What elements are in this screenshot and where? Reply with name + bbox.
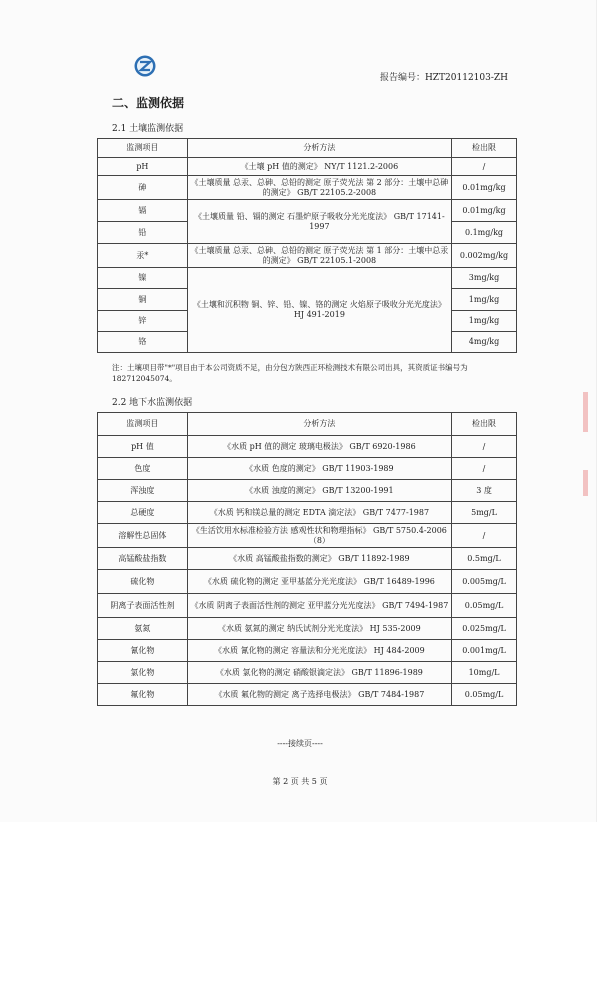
groundwater-basis-table: [97, 412, 517, 706]
limit-cell: 0.002mg/kg: [452, 244, 517, 268]
limit-cell: 0.025mg/L: [452, 618, 517, 640]
method-cell: 《土壤质量 总汞、总砷、总铅的测定 原子荧光法 第 1 部分：土壤中总汞的测定》 GB/T 22105.1-2008: [187, 244, 451, 268]
limit-cell: 10mg/L: [452, 662, 517, 684]
limit-cell: 4mg/kg: [452, 332, 517, 353]
item-cell: 氨氮: [98, 618, 188, 640]
table-row: [98, 268, 517, 289]
column-header: 分析方法: [187, 139, 451, 158]
page-number: 第 2 页 共 5 页: [272, 777, 328, 786]
table-row: [98, 524, 517, 548]
method-cell: 《水质 高锰酸盐指数的测定》 GB/T 11892-1989: [187, 548, 451, 570]
method-cell: 《土壤质量 总汞、总砷、总铅的测定 原子荧光法 第 2 部分：土壤中总砷的测定》 GB/T 22105.2-2008: [187, 176, 451, 200]
limit-cell: 3mg/kg: [452, 268, 517, 289]
limit-cell: 0.01mg/kg: [452, 176, 517, 200]
table-row: [98, 570, 517, 594]
method-cell: 《水质 浊度的测定》 GB/T 13200-1991: [187, 480, 451, 502]
item-cell: 镍: [98, 268, 188, 289]
table-row: [98, 618, 517, 640]
table-row: [98, 480, 517, 502]
limit-cell: 1mg/kg: [452, 289, 517, 311]
limit-cell: 0.01mg/kg: [452, 200, 517, 222]
continued-marker: ----接续页----: [277, 739, 323, 748]
item-cell: 铜: [98, 289, 188, 311]
column-header: 监测项目: [98, 139, 188, 158]
method-cell: 《水质 硫化物的测定 亚甲基蓝分光光度法》 GB/T 16489-1996: [187, 570, 451, 594]
method-cell: 《土壤 pH 值的测定》 NY/T 1121.2-2006: [187, 158, 451, 176]
item-cell: 浑浊度: [98, 480, 188, 502]
seal-stamp-edge: [583, 470, 588, 496]
limit-cell: 0.5mg/L: [452, 548, 517, 570]
table-header-row: [98, 413, 517, 436]
table-row: [98, 502, 517, 524]
limit-cell: /: [452, 436, 517, 458]
table-row: [98, 458, 517, 480]
item-cell: 氟化物: [98, 684, 188, 706]
method-cell: 《水质 钙和镁总量的测定 EDTA 滴定法》 GB/T 7477-1987: [187, 502, 451, 524]
table-row: [98, 594, 517, 618]
item-cell: 氰化物: [98, 640, 188, 662]
table-row: [98, 158, 517, 176]
table-row: [98, 684, 517, 706]
column-header: 检出限: [452, 413, 517, 436]
item-cell: 铅: [98, 222, 188, 244]
method-cell: 《水质 pH 值的测定 玻璃电极法》 GB/T 6920-1986: [187, 436, 451, 458]
item-cell: 色度: [98, 458, 188, 480]
item-cell: pH: [98, 158, 188, 176]
item-cell: 溶解性总固体: [98, 524, 188, 548]
method-cell: 《水质 氟化物的测定 离子选择电极法》 GB/T 7484-1987: [187, 684, 451, 706]
table-row: [98, 548, 517, 570]
limit-cell: /: [452, 524, 517, 548]
item-cell: 总硬度: [98, 502, 188, 524]
method-cell: 《水质 阴离子表面活性剂的测定 亚甲蓝分光光度法》 GB/T 7494-1987: [187, 594, 451, 618]
item-cell: 阴离子表面活性剂: [98, 594, 188, 618]
method-cell: 《土壤和沉积物 铜、锌、铅、镍、铬的测定 火焰原子吸收分光光度法》 HJ 491-2019: [187, 268, 451, 353]
method-cell: 《水质 氰化物的测定 容量法和分光光度法》 HJ 484-2009: [187, 640, 451, 662]
soil-footnote: 注：土壤项目带"*"项目由于本公司资质不足，由分包方陕西正环检测技术有限公司出具，其资质证书编号为 182712045074。: [112, 363, 468, 384]
method-cell: 《生活饮用水标准检验方法 感观性状和物理指标》 GB/T 5750.4-2006（8）: [187, 524, 451, 548]
limit-cell: 5mg/L: [452, 502, 517, 524]
column-header: 分析方法: [187, 413, 451, 436]
seal-stamp-edge: [583, 392, 588, 432]
item-cell: 氯化物: [98, 662, 188, 684]
table-row: [98, 244, 517, 268]
method-cell: 《水质 氯化物的测定 硝酸银滴定法》 GB/T 11896-1989: [187, 662, 451, 684]
section-title: 二、监测依据: [112, 96, 185, 110]
item-cell: 锌: [98, 311, 188, 332]
table-row: [98, 662, 517, 684]
limit-cell: 3 度: [452, 480, 517, 502]
method-cell: 《水质 色度的测定》 GB/T 11903-1989: [187, 458, 451, 480]
item-cell: 高锰酸盐指数: [98, 548, 188, 570]
item-cell: 汞*: [98, 244, 188, 268]
limit-cell: 0.1mg/kg: [452, 222, 517, 244]
groundwater-subsection-title: 2.2 地下水监测依据: [112, 398, 193, 408]
method-cell: 《水质 氨氮的测定 纳氏试剂分光光度法》 HJ 535-2009: [187, 618, 451, 640]
limit-cell: 1mg/kg: [452, 311, 517, 332]
column-header: 检出限: [452, 139, 517, 158]
item-cell: 铬: [98, 332, 188, 353]
item-cell: 硫化物: [98, 570, 188, 594]
column-header: 监测项目: [98, 413, 188, 436]
company-logo-icon: [134, 55, 156, 77]
soil-basis-table: [97, 138, 517, 353]
table-row: [98, 640, 517, 662]
method-cell: 《土壤质量 铅、镉的测定 石墨炉原子吸收分光光度法》 GB/T 17141-1997: [187, 200, 451, 244]
table-row: [98, 176, 517, 200]
report-number: 报告编号：HZT20112103-ZH: [379, 73, 508, 83]
item-cell: 镉: [98, 200, 188, 222]
limit-cell: 0.005mg/L: [452, 570, 517, 594]
table-header-row: [98, 139, 517, 158]
limit-cell: /: [452, 458, 517, 480]
limit-cell: 0.001mg/L: [452, 640, 517, 662]
item-cell: pH 值: [98, 436, 188, 458]
item-cell: 砷: [98, 176, 188, 200]
limit-cell: 0.05mg/L: [452, 594, 517, 618]
limit-cell: /: [452, 158, 517, 176]
soil-subsection-title: 2.1 土壤监测依据: [112, 124, 184, 134]
limit-cell: 0.05mg/L: [452, 684, 517, 706]
table-row: [98, 436, 517, 458]
table-row: [98, 200, 517, 222]
